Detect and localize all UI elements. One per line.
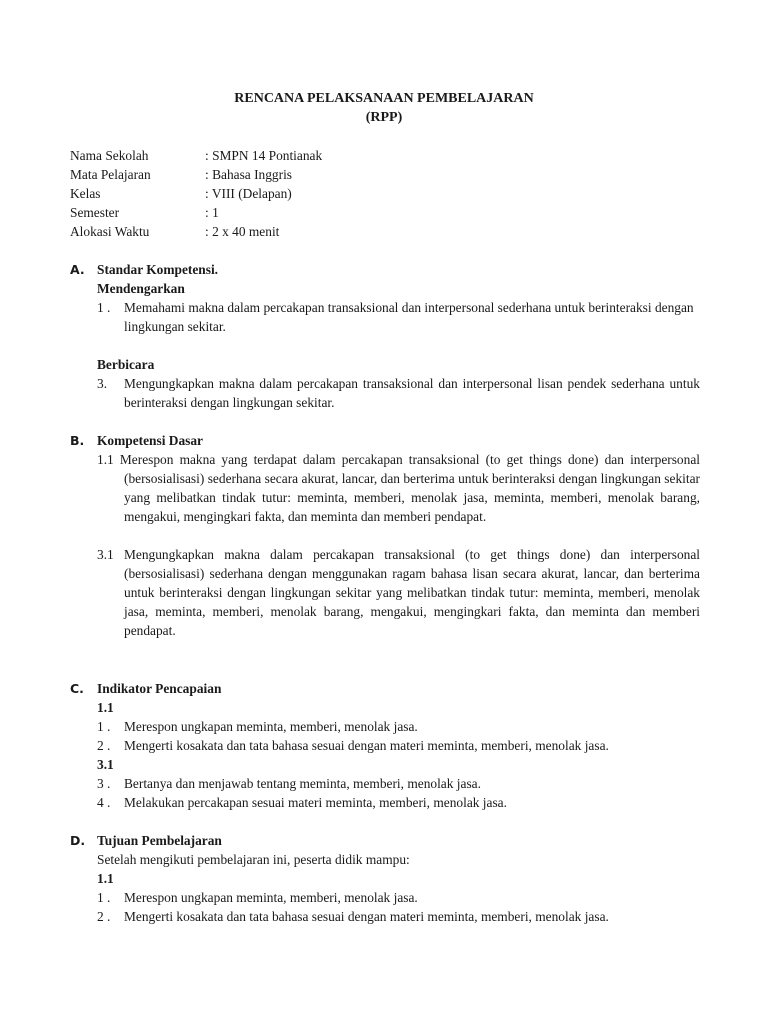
list-item [97, 774, 700, 793]
school-info [70, 146, 322, 241]
item-number: 3. [97, 376, 108, 391]
subheading-number: 3.1 [97, 757, 114, 772]
intro-text: Setelah mengikuti pembelajaran ini, peserta didik mampu: [97, 852, 410, 867]
item-number: 3 . [97, 776, 111, 791]
section-letter: A. [70, 262, 85, 277]
item-text: Melakukan percakapan sesuai materi meminta, memberi, menolak jasa. [124, 795, 507, 810]
info-row-subject [70, 165, 322, 184]
list-item [97, 907, 700, 926]
info-label: Kelas [70, 186, 101, 201]
item-text: Mengerti kosakata dan tata bahasa sesuai dengan materi meminta, memberi, menolak jasa. [124, 738, 609, 753]
subheading-mendengarkan: Mendengarkan [97, 281, 185, 296]
document-subtitle: (RPP) [365, 110, 403, 125]
section-body [97, 279, 700, 412]
info-row-semester [70, 203, 322, 222]
section-title: Tujuan Pembelajaran [97, 833, 222, 848]
subheading-number: 1.1 [97, 871, 114, 886]
info-label: Alokasi Waktu [70, 224, 150, 239]
section-body [97, 850, 700, 926]
info-value: : VIII (Delapan) [205, 186, 292, 201]
item-text: Merespon ungkapan meminta, memberi, menolak jasa. [124, 890, 418, 905]
item-number: 1 . [97, 890, 111, 905]
item-text: Memahami makna dalam percakapan transaksional dan interpersonal sederhana untuk berinteraksi dengan lingkungan sekitar. [124, 300, 694, 334]
section-title: Indikator Pencapaian [97, 681, 222, 696]
item-text: Merespon ungkapan meminta, memberi, menolak jasa. [124, 719, 418, 734]
info-value: : 2 x 40 menit [205, 224, 280, 239]
section-tujuan-pembelajaran [70, 831, 700, 926]
item-number: 2 . [97, 909, 111, 924]
info-row-time [70, 222, 322, 241]
section-letter: B. [70, 433, 85, 448]
section-body [97, 450, 700, 640]
item-number: 1 . [97, 719, 111, 734]
section-letter: C. [70, 681, 84, 696]
list-item [97, 717, 700, 736]
section-kompetensi-dasar [70, 431, 700, 640]
section-title: Kompetensi Dasar [97, 433, 204, 448]
list-item [97, 888, 700, 907]
subheading-number: 1.1 [97, 700, 114, 715]
item-number: 4 . [97, 795, 111, 810]
competency-paragraph: 1.1 Merespon makna yang terdapat dalam percakapan transaksional (to get things done) dan interpersonal (bersosialisasi) sederhana secara akurat, lancar, dan berterima untuk berinteraksi dengan lingkungan sekitar yang melibatkan tindak tutur: meminta, memberi, menolak jasa, meminta, memberi, menolak barang, mengakui, mengingkari fakta, dan meminta dan memberi pendapat. [97, 452, 700, 524]
section-heading [70, 260, 700, 279]
section-heading [70, 679, 700, 698]
info-row-class [70, 184, 322, 203]
info-row-school [70, 146, 322, 165]
info-label: Mata Pelajaran [70, 167, 151, 182]
document-title: RENCANA PELAKSANAAN PEMBELAJARAN [234, 91, 534, 106]
list-item [97, 374, 700, 412]
section-body [97, 698, 700, 812]
item-number: 2 . [97, 738, 111, 753]
item-text: Mengungkapkan makna dalam percakapan transaksional dan interpersonal lisan pendek sederhana untuk berinteraksi dengan lingkungan sekitar. [124, 376, 700, 410]
section-heading [70, 831, 700, 850]
section-title: Standar Kompetensi. [97, 262, 219, 277]
list-item [97, 736, 700, 755]
section-letter: D. [70, 833, 86, 848]
subheading-berbicara: Berbicara [97, 357, 155, 372]
list-item [97, 793, 700, 812]
section-heading [70, 431, 700, 450]
item-text: Bertanya dan menjawab tentang meminta, memberi, menolak jasa. [124, 776, 481, 791]
item-number: 1 . [97, 300, 111, 315]
item-text: Mengerti kosakata dan tata bahasa sesuai dengan materi meminta, memberi, menolak jasa. [124, 909, 609, 924]
info-label: Nama Sekolah [70, 148, 149, 163]
info-value: : 1 [205, 205, 219, 220]
competency-paragraph: 3.1 Mengungkapkan makna dalam percakapan transaksional (to get things done) dan interpersonal (bersosialisasi) sederhana dengan menggunakan ragam bahasa lisan secara akurat, lancar, dan berterima untuk berinteraksi dengan lingkungan sekitar yang melibatkan tindak tutur: meminta, memberi, menolak jasa, meminta, memberi, menolak barang, mengakui, mengingkari fakta, dan meminta dan memberi pendapat. [97, 547, 700, 638]
section-standar-kompetensi [70, 260, 700, 412]
list-item [97, 298, 700, 336]
info-value: : SMPN 14 Pontianak [205, 148, 323, 163]
section-indikator-pencapaian [70, 679, 700, 812]
info-value: : Bahasa Inggris [205, 167, 293, 182]
info-label: Semester [70, 205, 120, 220]
